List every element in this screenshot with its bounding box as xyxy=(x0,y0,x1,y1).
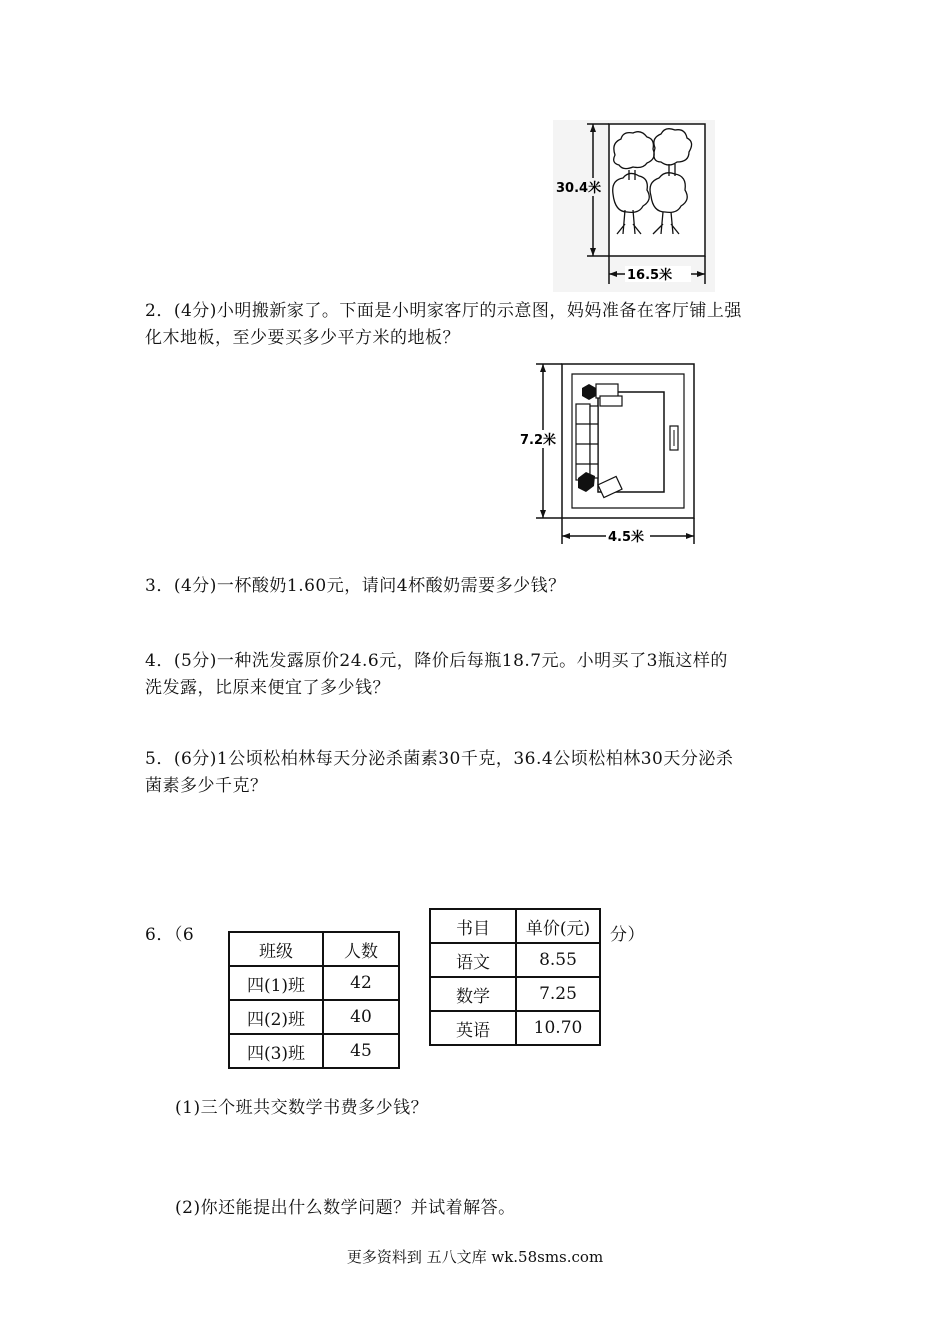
table-row xyxy=(229,1034,399,1068)
table-cell: 四(2)班 xyxy=(229,1000,323,1034)
footer-link-text: 更多资料到 五八文库 wk.58sms.com xyxy=(346,1248,604,1266)
table-row xyxy=(229,1000,399,1034)
table-cell: 8.55 xyxy=(516,943,600,977)
class-table xyxy=(228,931,400,1069)
question-2-line1: 2．(4分)小明搬新家了。下面是小明家客厅的示意图，妈妈准备在客厅铺上强 xyxy=(145,301,742,321)
room-height-label: 7.2米 xyxy=(520,433,557,448)
question-5-line1: 5．(6分)1公顷松柏林每天分泌杀菌素30千克，36.4公顷松柏林30天分泌杀 xyxy=(145,749,734,769)
table-row xyxy=(430,909,600,943)
table-header: 人数 xyxy=(323,932,399,966)
question-5-line2: 菌素多少千克？ xyxy=(145,776,268,796)
question-4-line2: 洗发露，比原来便宜了多少钱？ xyxy=(145,678,390,698)
question-5 xyxy=(145,746,835,800)
table-cell: 42 xyxy=(323,966,399,1000)
park-height-label: 30.4米 xyxy=(556,181,602,196)
question-6-sub2: (2)你还能提出什么数学问题？并试着解答。 xyxy=(175,1198,516,1218)
question-6-suffix: 分） xyxy=(610,925,645,945)
table-cell: 10.70 xyxy=(516,1011,600,1045)
question-4 xyxy=(145,648,835,702)
book-price-table xyxy=(429,908,601,1046)
question-6-sub1: (1)三个班共交数学书费多少钱？ xyxy=(175,1098,429,1118)
table-cell: 数学 xyxy=(430,977,516,1011)
table-row xyxy=(430,1011,600,1045)
table-cell: 四(3)班 xyxy=(229,1034,323,1068)
table-row xyxy=(430,943,600,977)
table-header: 班级 xyxy=(229,932,323,966)
room-width-label: 4.5米 xyxy=(608,530,645,545)
table-header: 单价(元) xyxy=(516,909,600,943)
question-4-line1: 4．(5分)一种洗发露原价24.6元，降价后每瓶18.7元。小明买了3瓶这样的 xyxy=(145,651,728,671)
table-cell: 7.25 xyxy=(516,977,600,1011)
table-header: 书目 xyxy=(430,909,516,943)
question-2 xyxy=(145,298,835,352)
question-6-prefix: 6．（6 xyxy=(145,925,195,945)
park-figure xyxy=(553,120,715,292)
table-cell: 语文 xyxy=(430,943,516,977)
living-room-figure xyxy=(518,360,700,548)
table-cell: 40 xyxy=(323,1000,399,1034)
table-cell: 英语 xyxy=(430,1011,516,1045)
table-cell: 45 xyxy=(323,1034,399,1068)
park-width-label: 16.5米 xyxy=(627,268,673,283)
question-2-line2: 化木地板，至少要买多少平方米的地板？ xyxy=(145,328,460,348)
table-cell: 四(1)班 xyxy=(229,966,323,1000)
table-row xyxy=(229,932,399,966)
question-3: 3．(4分)一杯酸奶1.60元，请问4杯酸奶需要多少钱？ xyxy=(145,576,566,596)
table-row xyxy=(430,977,600,1011)
table-row xyxy=(229,966,399,1000)
